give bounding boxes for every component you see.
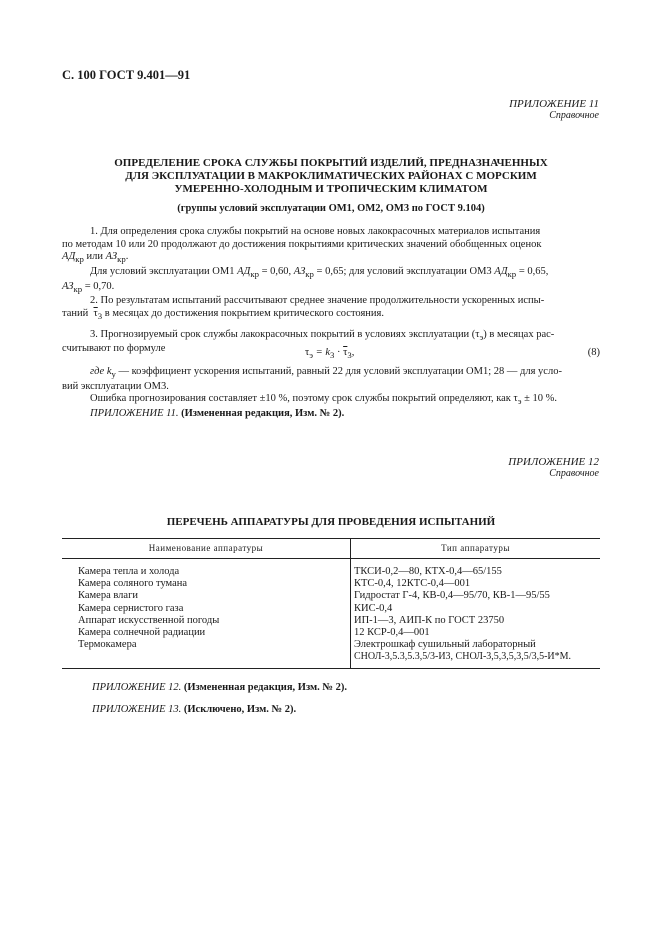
table-header-row xyxy=(62,539,600,559)
table-row xyxy=(62,627,600,639)
equipment-type: ТКСИ-0,2—80, КТХ-0,4—65/155 xyxy=(354,566,502,577)
paragraph-1 xyxy=(62,226,600,356)
p1-line3: $АД_{кр}$ или $АЗ_{кр}$. xyxy=(62,251,129,265)
p4-line2: вий эксплуатации ОМ3. xyxy=(62,380,169,392)
p5-line: Ошибка прогнозирования составляет ±10 %, поэтому срок службы покрытий определяют, как $\tau_э \pm 10$ %. xyxy=(90,393,558,407)
equipment-name: Аппарат искусственной погоды xyxy=(62,615,351,627)
page-header: С. 100 ГОСТ 9.401—91 xyxy=(62,68,191,82)
appendix-11-heading xyxy=(62,157,600,196)
equipment-name: Камера сернистого газа xyxy=(62,603,351,615)
p2-line1: 2. По результатам испытаний рассчитывают среднее значение продолжительности ускоренных испы- xyxy=(90,295,545,307)
p4-line1: где $k_у$ — коэффициент ускорения испытаний, равный 22 для условий эксплуатации ОМ1; 28 — для усло- xyxy=(90,366,562,380)
equipment-name: Термокамера xyxy=(62,639,351,651)
table-row xyxy=(62,559,600,579)
equipment-name: Камера солнечной радиации xyxy=(62,627,351,639)
column-header: Тип аппаратуры xyxy=(351,539,601,559)
equipment-table xyxy=(62,538,600,669)
appendix-12-label xyxy=(508,456,599,479)
appendix-11-kind: Справочное xyxy=(549,110,599,121)
formula-number: (8) xyxy=(587,347,600,358)
table-row xyxy=(62,651,600,668)
p3-line1: 3. Прогнозируемый срок службы лакокрасочных покрытий в условиях эксплуатации $(\tau_э)$ в месяцах рас- xyxy=(90,328,555,342)
appendix-12-note: ПРИЛОЖЕНИЕ 12. (Измененная редакция, Изм. № 2). xyxy=(92,682,347,693)
p3-line2: считывают по формуле xyxy=(62,343,166,355)
table-row xyxy=(62,603,600,615)
p1b-line1: Для условий эксплуатации ОМ1 $АД_{кр} = 0,60$, $АЗ_{кр} = 0,65$; для условий эксплуатации ОМ3 $АД_{кр} = 0,65$, xyxy=(90,265,549,279)
formula-8 xyxy=(62,347,600,361)
equipment-type: Электрошкаф сушильный лабораторный xyxy=(354,639,536,651)
table-row xyxy=(62,639,600,651)
appendix-11-label xyxy=(509,98,599,121)
equipment-type: КИС-0,4 xyxy=(354,602,393,614)
table-row xyxy=(62,578,600,590)
paragraph-4 xyxy=(62,366,600,421)
equipment-name: Камера соляного тумана xyxy=(62,578,351,590)
p1-line1: 1. Для определения срока службы покрытий на основе новых лакокрасочных материалов испытания xyxy=(90,226,541,237)
equipment-type: 12 КСР-0,4—001 xyxy=(354,627,430,639)
equipment-type: ИП-1—3, АИП-К по ГОСТ 23750 xyxy=(354,614,505,626)
equipment-name: Камера тепла и холода xyxy=(62,559,351,579)
equipment-type: СНОЛ-3,5.3,5.3,5/3-И3, СНОЛ-3,5,3,5,3,5/3,5-И*М. xyxy=(351,651,601,668)
heading-line: ОПРЕДЕЛЕНИЕ СРОКА СЛУЖБЫ ПОКРЫТИЙ ИЗДЕЛИЙ, ПРЕДНАЗНАЧЕННЫХ xyxy=(114,157,548,169)
appendix-12-title: ПРИЛОЖЕНИЕ 12 xyxy=(508,456,599,468)
appendix-12-kind: Справочное xyxy=(549,468,599,479)
heading-line: ДЛЯ ЭКСПЛУАТАЦИИ В МАКРОКЛИМАТИЧЕСКИХ РАЙОНАХ С МОРСКИМ xyxy=(125,170,537,182)
table-row xyxy=(62,615,600,627)
appendix-11-subtitle: (группы условий эксплуатации ОМ1, ОМ2, ОМ3 по ГОСТ 9.104) xyxy=(177,203,485,214)
column-header: Наименование аппаратуры xyxy=(62,539,351,559)
p2-line2: таний $\overline{\tau}_3$ в месяцах до достижения покрытием критического состояния. xyxy=(62,307,384,321)
table-row xyxy=(62,590,600,602)
appendix-11-title: ПРИЛОЖЕНИЕ 11 xyxy=(509,98,599,110)
formula-expression: $\tau_э = k_3 \cdot \overline{\tau}_3$, xyxy=(305,347,355,361)
p1-line2: по методам 10 или 20 продолжают до достижения покрытиями критических значений обобщенных оценок xyxy=(62,238,542,250)
appendix-13-note: ПРИЛОЖЕНИЕ 13. (Исключено, Изм. № 2). xyxy=(92,704,297,715)
appendix-11-note: ПРИЛОЖЕНИЕ 11. (Измененная редакция, Изм. № 2). xyxy=(90,407,345,419)
equipment-type: КТС-0,4, 12КТС-0,4—001 xyxy=(354,578,471,590)
p1b-line2: $АЗ_{кр} = 0,70$. xyxy=(62,280,115,294)
appendix-12-heading: ПЕРЕЧЕНЬ АППАРАТУРЫ ДЛЯ ПРОВЕДЕНИЯ ИСПЫТАНИЙ xyxy=(166,516,496,528)
equipment-type: Гидростат Г-4, КВ-0,4—95/70, КВ-1—95/55 xyxy=(354,590,550,602)
equipment-name: Камера влаги xyxy=(62,590,351,602)
equipment-name xyxy=(62,651,351,668)
heading-line: УМЕРЕННО-ХОЛОДНЫМ И ТРОПИЧЕСКИМ КЛИМАТОМ xyxy=(174,183,488,195)
